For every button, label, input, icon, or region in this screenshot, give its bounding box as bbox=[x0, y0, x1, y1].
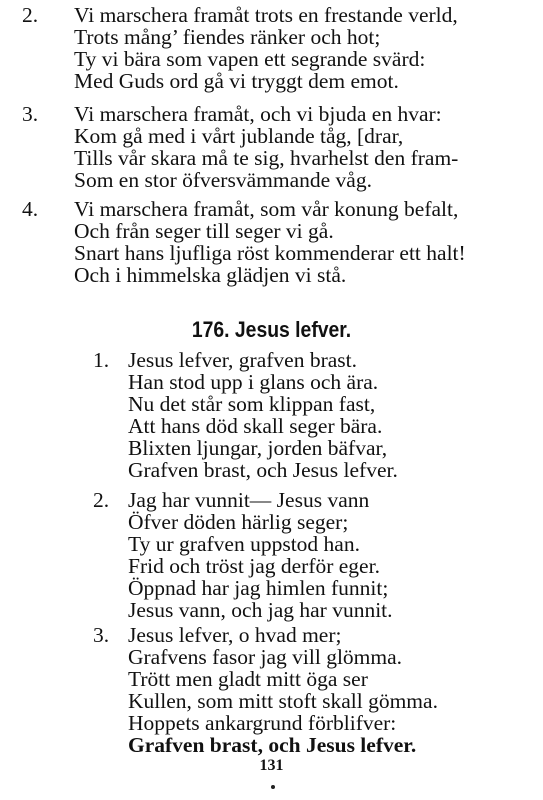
verse-line: Att hans död skall seger bära. bbox=[128, 414, 383, 438]
prev-hymn-verse-4 bbox=[22, 197, 466, 287]
hymn-176-verse-3 bbox=[93, 623, 438, 757]
verse-line: Jesus lefver, grafven brast. bbox=[128, 348, 357, 372]
verse-line: Öfver döden härlig seger; bbox=[128, 510, 349, 534]
verse-line: Som en stor öfversvämmande våg. bbox=[74, 168, 372, 192]
hymn-title: 176. Jesus lefver. bbox=[191, 317, 352, 342]
verse-line: Ty vi bära som vapen ett segrande svärd: bbox=[74, 47, 426, 71]
verse-line: Blixten ljungar, jorden bäfvar, bbox=[128, 436, 388, 460]
verse-number: 2. bbox=[93, 488, 110, 512]
verse-line: Grafven brast, och Jesus lefver. bbox=[128, 458, 398, 482]
verse-line: Grafvens fasor jag vill glömma. bbox=[128, 645, 403, 669]
verse-number: 4. bbox=[22, 197, 39, 221]
verse-line: Nu det står som klippan fast, bbox=[128, 392, 376, 416]
prev-hymn-verse-2 bbox=[22, 3, 458, 93]
printer-dot bbox=[271, 785, 275, 789]
verse-line: Vi marschera framåt, och vi bjuda en hvar: bbox=[74, 102, 442, 126]
verse-line: Frid och tröst jag derför eger. bbox=[128, 554, 380, 578]
page-number: 131 bbox=[259, 757, 284, 774]
verse-line: Ty ur grafven uppstod han. bbox=[128, 532, 360, 556]
verse-line: Tills vår skara må te sig, hvarhelst den fram- bbox=[74, 146, 459, 170]
hymn-176-verse-1 bbox=[93, 348, 398, 482]
verse-line: Kullen, som mitt stoft skall gömma. bbox=[128, 689, 438, 713]
verse-number: 2. bbox=[22, 3, 39, 27]
verse-line: Kom gå med i vårt jublande tåg, [drar, bbox=[74, 124, 404, 148]
verse-line: Jesus lefver, o hvad mer; bbox=[128, 623, 342, 647]
verse-number: 3. bbox=[93, 623, 110, 647]
verse-line: Grafven brast, och Jesus lefver. bbox=[128, 733, 417, 757]
verse-line: Trots mång’ fiendes ränker och hot; bbox=[74, 25, 381, 49]
verse-line: Jesus vann, och jag har vunnit. bbox=[128, 598, 393, 622]
verse-line: Vi marschera framåt trots en frestande verld, bbox=[74, 3, 458, 27]
verse-number: 1. bbox=[93, 348, 110, 372]
verse-line: Jag har vunnit— Jesus vann bbox=[128, 488, 370, 512]
verse-line: Med Guds ord gå vi tryggt dem emot. bbox=[74, 69, 399, 93]
verse-line: Vi marschera framåt, som vår konung befalt, bbox=[74, 197, 459, 221]
verse-line: Trött men gladt mitt öga ser bbox=[128, 667, 368, 691]
verse-line: Hoppets ankargrund förblifver: bbox=[128, 711, 397, 735]
verse-line: Han stod upp i glans och ära. bbox=[128, 370, 379, 394]
hymn-176-verse-2 bbox=[93, 488, 393, 622]
verse-line: Och från seger till seger vi gå. bbox=[74, 219, 334, 243]
verse-line: Snart hans ljufliga röst kommenderar ett halt! bbox=[74, 241, 466, 265]
verse-line: Öppnad har jag himlen funnit; bbox=[128, 576, 389, 600]
verse-number: 3. bbox=[22, 102, 39, 126]
prev-hymn-verse-3 bbox=[22, 102, 459, 192]
verse-line: Och i himmelska glädjen vi stå. bbox=[74, 263, 347, 287]
